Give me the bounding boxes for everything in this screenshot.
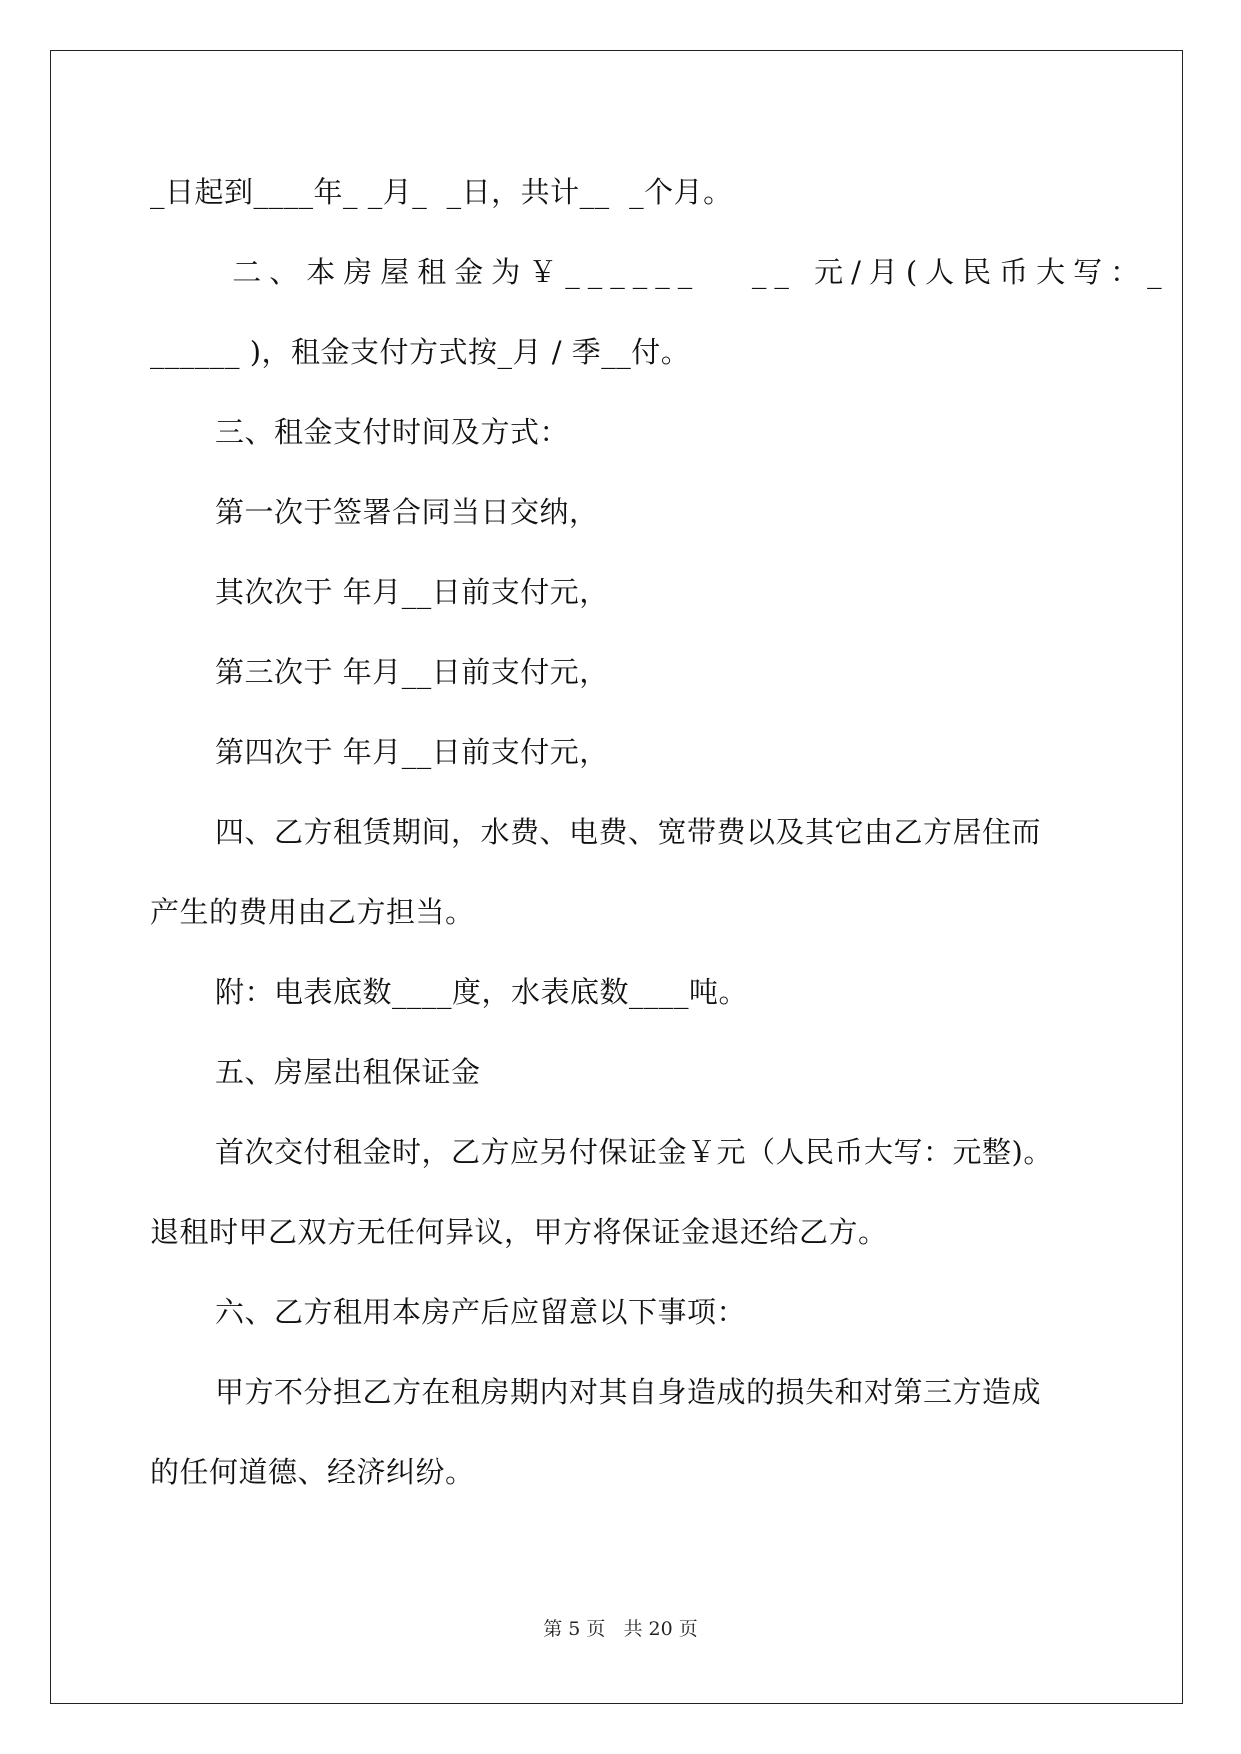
page-number-footer: 第 5 页 共 20 页 — [543, 1618, 698, 1640]
text-line-11: 附：电表底数____度，水表底数____吨。 — [215, 975, 749, 1009]
text-line-15: 六、乙方租用本房产后应留意以下事项： — [215, 1295, 747, 1329]
text-line-4: 三、租金支付时间及方式： — [215, 415, 570, 449]
text-line-10: 产生的费用由乙方担当。 — [150, 895, 475, 929]
text-line-1: _日起到____年_ _月_ _日，共计__ _个月。 — [150, 175, 733, 209]
text-line-17: 的任何道德、经济纠纷。 — [150, 1455, 475, 1489]
text-line-16: 甲方不分担乙方在租房期内对其自身造成的损失和对第三方造成 — [215, 1375, 1042, 1409]
text-line-5: 第一次于签署合同当日交纳， — [215, 495, 599, 529]
text-line-12: 五、房屋出租保证金 — [215, 1055, 481, 1089]
text-line-14: 退租时甲乙双方无任何异议，甲方将保证金退还给乙方。 — [150, 1215, 888, 1249]
text-line-8: 第四次于 年月__日前支付元， — [215, 735, 609, 769]
text-line-6: 其次次于 年月__日前支付元， — [215, 575, 609, 609]
text-line-9: 四、乙方租赁期间，水费、电费、宽带费以及其它由乙方居住而 — [215, 815, 1042, 849]
text-line-2: 二、本房屋租金为￥______ __ 元/月(人民币大写：_ — [215, 255, 1170, 289]
text-line-7: 第三次于 年月__日前支付元， — [215, 655, 609, 689]
text-line-3: ______ )，租金支付方式按_月 / 季__付。 — [150, 335, 691, 369]
text-line-13: 首次交付租金时，乙方应另付保证金￥元（人民币大写：元整)。 — [215, 1135, 1053, 1169]
